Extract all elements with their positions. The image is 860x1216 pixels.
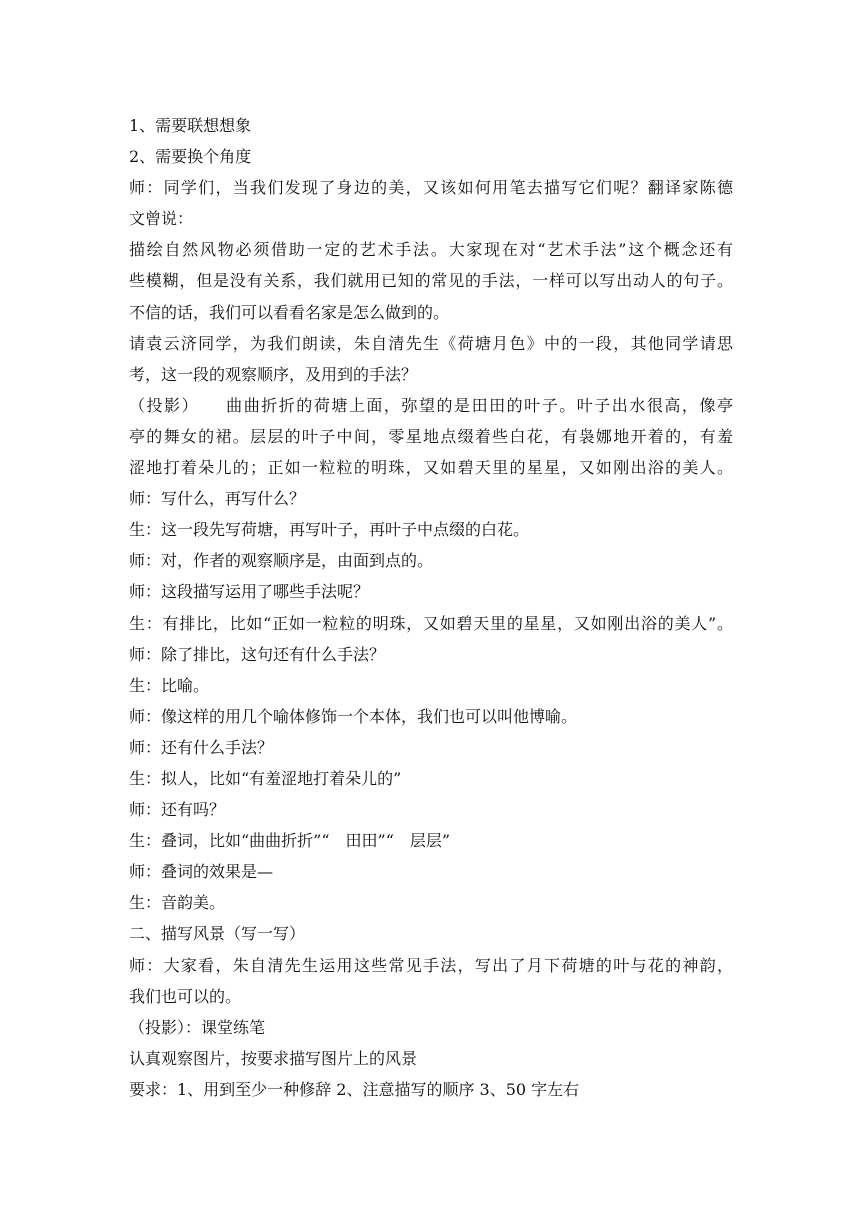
text-line: 师：还有什么手法？ <box>129 737 274 757</box>
text-line: 生：这一段先写荷塘，再写叶子，再叶子中点缀的白花。 <box>129 520 530 540</box>
text-line: 考，这一段的观察顺序，及用到的手法？ <box>129 364 418 384</box>
text-line: 师：叠词的效果是— <box>129 862 274 882</box>
text-line: 些模糊，但是没有关系，我们就用已知的常见的手法，一样可以写出动人的句子。 <box>129 271 733 291</box>
text-line: 师：对，作者的观察顺序是，由面到点的。 <box>129 551 434 571</box>
text-line: 认真观察图片，按要求描写图片上的风景 <box>129 1048 418 1068</box>
text-line: 师：像这样的用几个喻体修饰一个本体，我们也可以叫他博喻。 <box>129 706 578 726</box>
text-line: 不信的话，我们可以看看名家是怎么做到的。 <box>129 302 450 322</box>
document-body <box>129 110 733 1105</box>
text-line: 请袁云济同学，为我们朗读，朱自清先生《荷塘月色》中的一段，其他同学请思 <box>129 333 733 353</box>
section-heading: 二、描写风景（写一写） <box>129 924 306 944</box>
text-line: 师：同学们，当我们发现了身边的美，又该如何用笔去描写它们呢？翻译家陈德 <box>129 178 733 198</box>
text-line: 描绘自然风物必须借助一定的艺术手法。大家现在对“艺术手法”这个概念还有 <box>129 240 733 260</box>
text-line: 要求：1、用到至少一种修辞 2、注意描写的顺序 3、50 字左右 <box>129 1079 580 1099</box>
text-line: 我们也可以的。 <box>129 986 242 1006</box>
text-line: 师：这段描写运用了哪些手法呢？ <box>129 582 370 602</box>
text-line: 师：写什么，再写什么？ <box>129 489 306 509</box>
text-line: 1、需要联想想象 <box>129 116 252 135</box>
text-line: 生：音韵美。 <box>129 893 226 913</box>
text-line: 生：有排比，比如“正如一粒粒的明珠，又如碧天里的星星，又如刚出浴的美人”。 <box>129 613 733 633</box>
text-line: 文曾说： <box>129 209 194 229</box>
text-line: 2、需要换个角度 <box>129 147 252 167</box>
text-line: （投影） 曲曲折折的荷塘上面，弥望的是田田的叶子。叶子出水很高，像亭 <box>129 395 733 415</box>
text-line: （投影）：课堂练笔 <box>129 1017 266 1037</box>
text-line: 师：大家看，朱自清先生运用这些常见手法，写出了月下荷塘的叶与花的神韵， <box>129 955 733 975</box>
text-line: 生：比喻。 <box>129 675 210 695</box>
text-line: 涩地打着朵儿的；正如一粒粒的明珠，又如碧天里的星星，又如刚出浴的美人。 <box>129 458 733 478</box>
text-line: 生：拟人，比如“有羞涩地打着朵儿的” <box>129 768 402 788</box>
text-line: 生：叠词，比如“曲曲折折”“ 田田”“ 层层” <box>129 831 451 851</box>
text-line: 师：还有吗？ <box>129 800 226 820</box>
text-line: 师：除了排比，这句还有什么手法？ <box>129 644 386 664</box>
text-line: 亭的舞女的裙。层层的叶子中间，零星地点缀着些白花，有袅娜地开着的，有羞 <box>129 426 733 446</box>
